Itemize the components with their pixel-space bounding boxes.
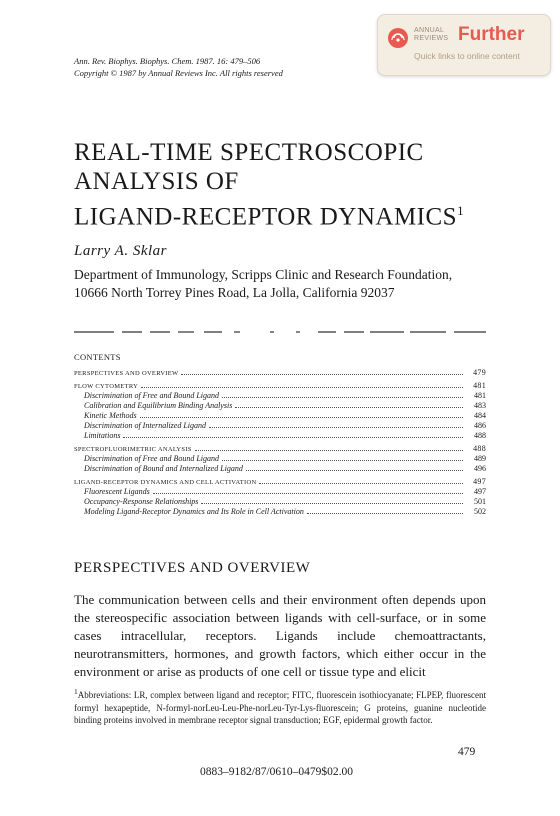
further-badge[interactable] xyxy=(377,14,551,76)
journal-citation xyxy=(74,55,283,79)
citation-line: Ann. Rev. Biophys. Biophys. Chem. 1987. 16: 479–506 xyxy=(74,56,261,66)
toc-leader-dots xyxy=(222,453,463,461)
toc-entry-label: LIGAND-RECEPTOR DYNAMICS AND CELL ACTIVATION xyxy=(74,479,257,486)
toc-leader-dots xyxy=(246,463,463,471)
toc-entry-label: SPECTROFLUORIMETRIC ANALYSIS xyxy=(74,446,192,453)
badge-subtitle: Quick links to online content xyxy=(414,51,520,61)
toc-entry-page: 489 xyxy=(474,454,486,463)
toc-leader-dots xyxy=(235,400,463,408)
toc-subsection-entry xyxy=(74,390,486,400)
badge-brand: Further xyxy=(458,24,525,45)
toc-entry-page: 479 xyxy=(473,368,486,377)
toc-entry-page: 497 xyxy=(473,477,486,486)
title-line: REAL-TIME SPECTROSCOPIC xyxy=(74,139,424,166)
toc-leader-dots xyxy=(307,506,463,514)
badge-org-name: ANNUAL REVIEWS xyxy=(414,27,449,42)
toc-entry-label: Modeling Ligand-Receptor Dynamics and Its Role in Cell Activation xyxy=(84,507,304,516)
toc-subsection-entry xyxy=(74,486,486,496)
toc-entry-page: 483 xyxy=(474,401,486,410)
toc-entry-page: 497 xyxy=(474,487,486,496)
footnote-mark: 1 xyxy=(74,687,78,696)
toc-entry-page: 481 xyxy=(473,381,486,390)
toc-entry-label: Occupancy-Response Relationships xyxy=(84,497,199,506)
toc-entry-page: 488 xyxy=(473,444,486,453)
toc-entry-label: Discrimination of Free and Bound Ligand xyxy=(84,454,220,463)
toc-entry-page: 496 xyxy=(474,464,486,473)
footnote-text: Abbreviations: LR, complex between ligand and receptor; FITC, fluorescein isothiocyanate; FLPEP, fluorescent formyl hexapeptide, N-formyl-norLeu-Leu-Phe-norLeu-Tyr-Lys-fluorescein; G proteins, guanine nucleotide binding proteins involved in membrane receptor signal transduction; EGF, epidermal growth factor. xyxy=(74,690,486,725)
toc-entry-page: 502 xyxy=(474,507,486,516)
toc-subsection-entry xyxy=(74,420,486,430)
page-number: 479 xyxy=(458,746,476,758)
toc-leader-dots xyxy=(209,420,463,428)
toc-leader-dots xyxy=(123,430,463,438)
toc-section-entry xyxy=(74,476,486,486)
toc-entry-label: Fluorescent Ligands xyxy=(84,487,150,496)
toc-entry-label: Kinetic Methods xyxy=(84,411,137,420)
toc-entry-label: Limitations xyxy=(84,431,121,440)
toc-section-entry xyxy=(74,380,486,390)
toc-section-entry xyxy=(74,367,486,377)
title-line: ANALYSIS OF xyxy=(74,168,239,195)
footnote xyxy=(74,686,486,727)
contents-heading: CONTENTS xyxy=(74,352,121,362)
toc-subsection-entry xyxy=(74,430,486,440)
toc-entry-label: FLOW CYTOMETRY xyxy=(74,383,139,390)
toc-subsection-entry xyxy=(74,453,486,463)
toc-entry-label: Calibration and Equilibrium Binding Analysis xyxy=(84,401,233,410)
section-divider xyxy=(74,331,486,333)
toc-leader-dots xyxy=(153,486,463,494)
toc-entry-label: PERSPECTIVES AND OVERVIEW xyxy=(74,370,179,377)
toc-entry-page: 501 xyxy=(474,497,486,506)
annual-reviews-logo-icon xyxy=(388,28,408,48)
toc-leader-dots xyxy=(195,443,463,451)
body-paragraph: The communication between cells and their environment often depends upon the stereospecific association between ligands with cell-surface, or in some cases intracellular, receptors. Ligands include chemoattractants, neurotransmitters, hormones, and growth factors, which either occur in the environment or arise as products of one cell or tissue type and elicit xyxy=(74,592,486,679)
toc-entry-label: Discrimination of Internalized Ligand xyxy=(84,421,206,430)
toc-subsection-entry xyxy=(74,463,486,473)
title-footnote-mark: 1 xyxy=(457,203,465,218)
toc-leader-dots xyxy=(140,410,463,418)
toc-subsection-entry xyxy=(74,400,486,410)
price-code: 0883–9182/87/0610–0479$02.00 xyxy=(200,766,354,778)
toc-entry-page: 484 xyxy=(474,411,486,420)
toc-leader-dots xyxy=(181,367,463,375)
section-heading: PERSPECTIVES AND OVERVIEW xyxy=(74,560,311,576)
toc-subsection-entry xyxy=(74,506,486,516)
toc-entry-page: 486 xyxy=(474,421,486,430)
author-name: Larry A. Sklar xyxy=(74,243,167,259)
toc-section-entry xyxy=(74,443,486,453)
toc-subsection-entry xyxy=(74,496,486,506)
toc-leader-dots xyxy=(141,380,463,388)
toc-leader-dots xyxy=(201,496,463,504)
table-of-contents xyxy=(74,367,486,516)
author-affiliation: Department of Immunology, Scripps Clinic and Research Foundation, 10666 North Torrey Pines Road, La Jolla, California 92037 xyxy=(74,267,453,300)
toc-leader-dots xyxy=(222,390,463,398)
toc-entry-label: Discrimination of Bound and Internalized Ligand xyxy=(84,464,243,473)
toc-leader-dots xyxy=(259,476,463,484)
toc-entry-page: 481 xyxy=(474,391,486,400)
toc-entry-label: Discrimination of Free and Bound Ligand xyxy=(84,391,220,400)
title-line: LIGAND-RECEPTOR DYNAMICS$^1$ xyxy=(74,203,465,231)
article-title xyxy=(74,138,464,231)
toc-entry-page: 488 xyxy=(474,431,486,440)
toc-subsection-entry xyxy=(74,410,486,420)
copyright-line: Copyright © 1987 by Annual Reviews Inc. All rights reserved xyxy=(74,68,283,78)
